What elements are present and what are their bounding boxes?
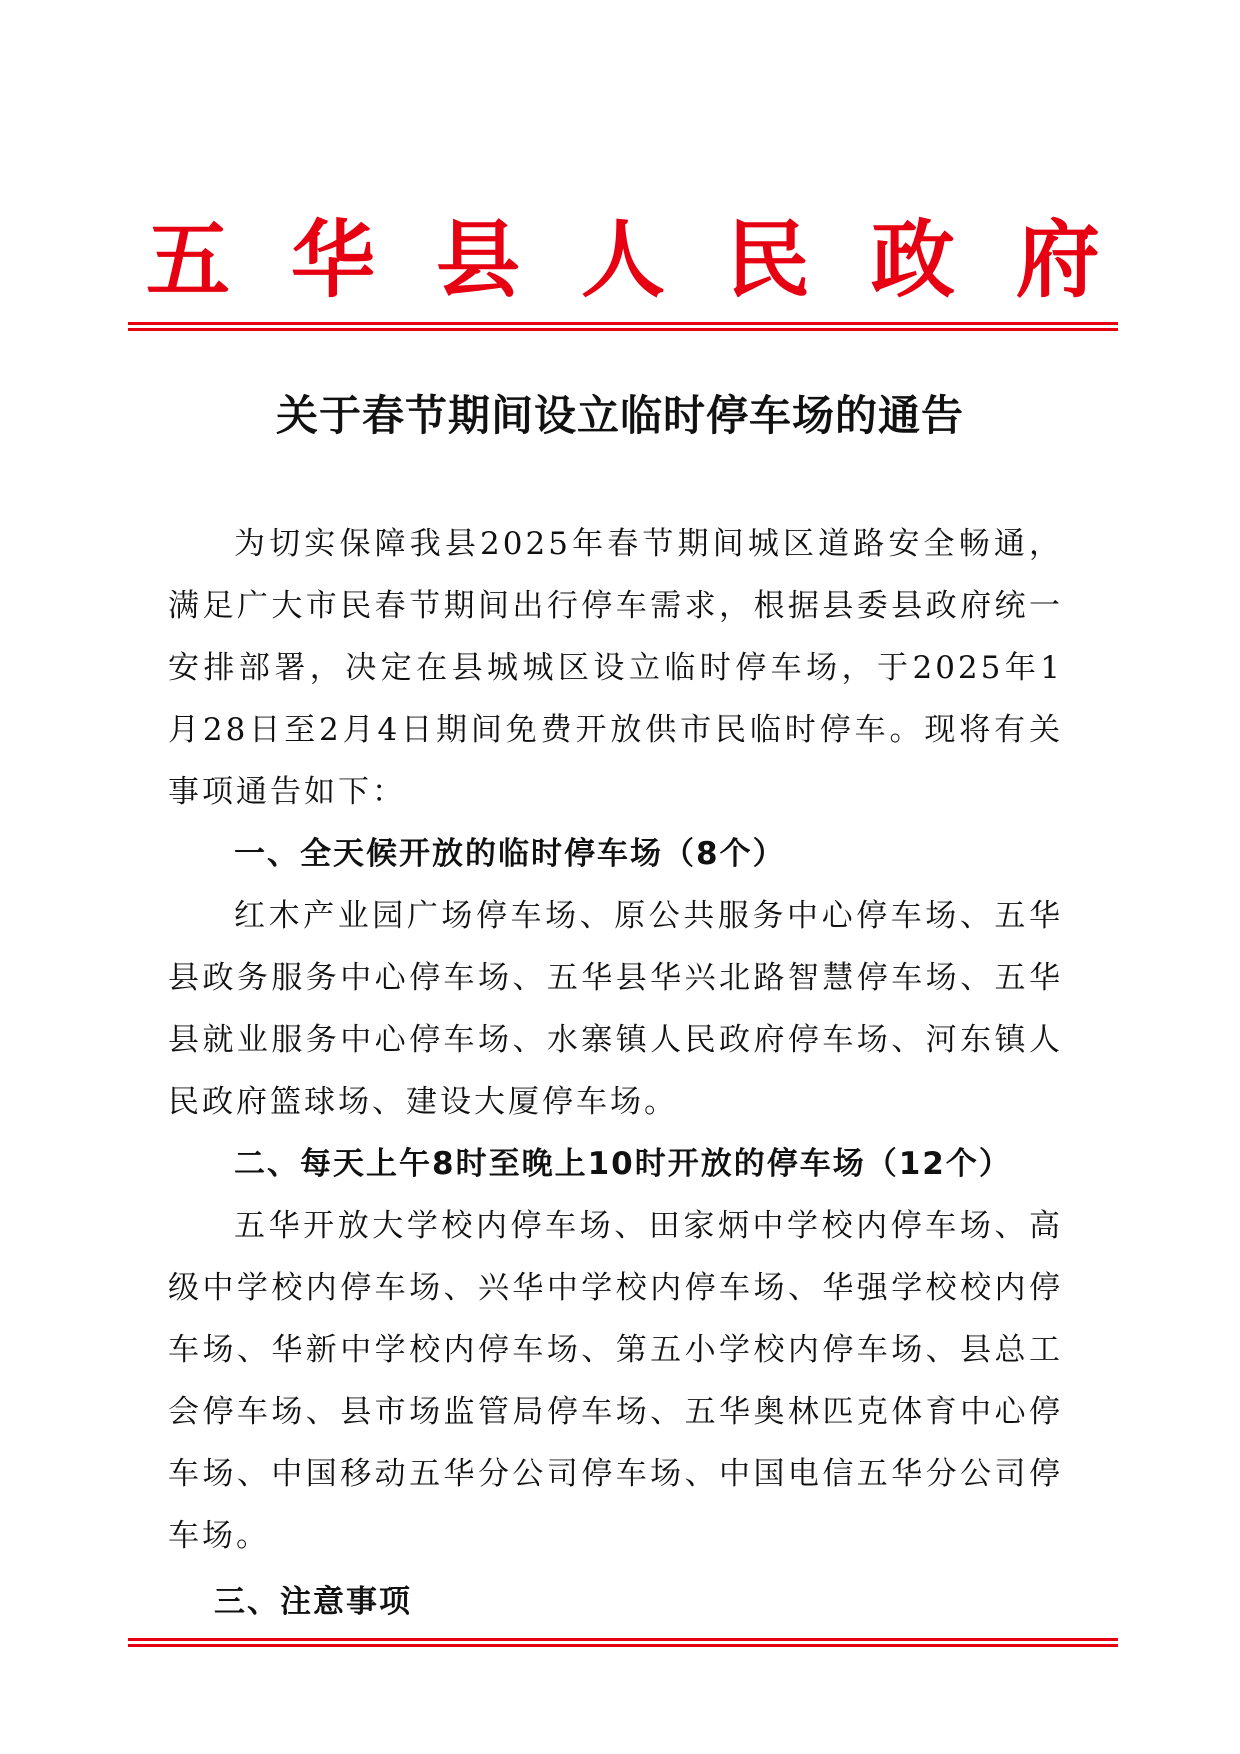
section-1-body: 红木产业园广场停车场、原公共服务中心停车场、五华县政务服务中心停车场、五华县华兴北路智慧停车场、五华县就业服务中心停车场、水寨镇人民政府停车场、河东镇人民政府篮球场、建设大厦停车场。 [168, 898, 1063, 1120]
header-char: 人 [580, 211, 665, 309]
header-red-rule [128, 322, 1118, 331]
footer-red-rule [128, 1638, 1118, 1647]
section-1-heading: 一、全天候开放的临时停车场（8个） [234, 836, 786, 872]
issuing-authority-header [128, 205, 1118, 315]
document-body [168, 513, 1063, 1633]
header-char: 府 [1015, 211, 1100, 309]
header-char: 民 [725, 211, 810, 309]
intro-paragraph: 为切实保障我县2025年春节期间城区道路安全畅通，满足广大市民春节期间出行停车需求，根据县委县政府统一安排部署，决定在县城城区设立临时停车场，于2025年1月28日至2月4日期间免费开放供市民临时停车。现将有关事项通告如下： [168, 526, 1063, 810]
header-char: 华 [290, 211, 375, 309]
document-title: 关于春节期间设立临时停车场的通告 [275, 391, 964, 440]
header-char: 五 [146, 211, 231, 309]
section-2-body: 五华开放大学校内停车场、田家炳中学校内停车场、高级中学校内停车场、兴华中学校内停车场、华强学校校内停车场、华新中学校内停车场、第五小学校内停车场、县总工会停车场、县市场监管局停车场、五华奥林匹克体育中心停车场、中国移动五华分公司停车场、中国电信五华分公司停车场。 [168, 1208, 1063, 1554]
header-char: 县 [435, 211, 520, 309]
section-2-heading: 二、每天上午8时至晚上10时开放的停车场（12个） [234, 1146, 1012, 1182]
section-3-heading: 三、注意事项 [214, 1584, 412, 1620]
header-char: 政 [870, 211, 955, 309]
